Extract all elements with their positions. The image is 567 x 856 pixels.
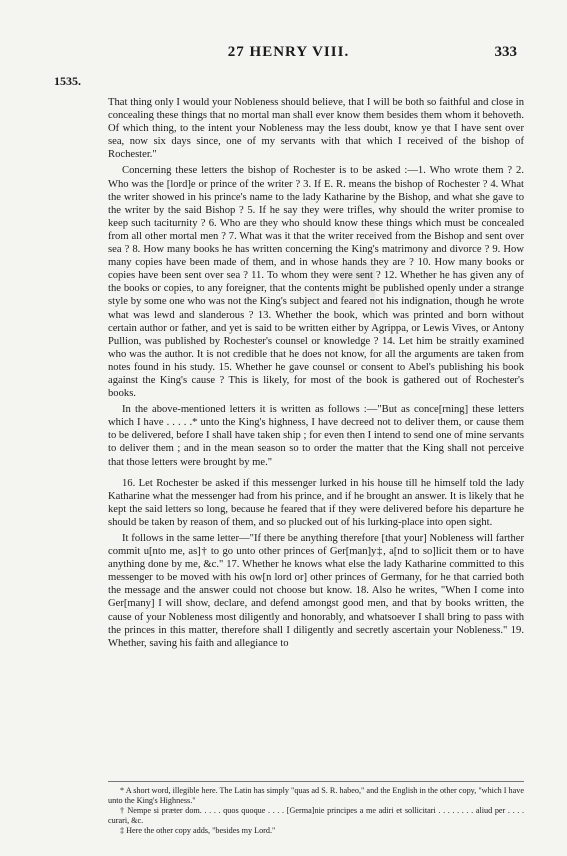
margin-year: 1535. — [54, 74, 81, 88]
running-head — [60, 44, 517, 64]
paragraph: In the above-mentioned letters it is written as follows :—"But as conce[rning] these letters which I have . . . . .* unto the King's highness, I have decreed not to deliver them, or cause them to be delivered, before I shall have taken ship ; for even then I intend to send one of mine servants to deliver them ; and in the mean season so to order the matter that the King shall not perceive that those letters were brought by me." — [108, 404, 524, 468]
paragraph: It follows in the same letter—"If there be anything therefore [that your] Nobleness will farther commit u[nto me, as]† to go unto other princes of Ger[man]y‡, a[nd to so]licit them or to have anything done by me, &c." 17. Whether he knows what else the lady Katharine committed to this messenger to be moved with his ow[n lord or] other princes of Germany, for he that carried both the message and the answer could not choose but know. 18. Also he writes, "When I come into Ger[many] I will show, declare, and defend amongst good men, and that by books written, the cause of your Nobleness most diligently and honorably, and whatsoever I shall bring to pass with the princes in this matter, therefore shall I diligently and secretly ascertain your Nobleness." 19. Whether, saving his faith and allegiance to — [108, 533, 524, 649]
running-title: 27 HENRY VIII. — [227, 44, 350, 60]
paragraph: Concerning these letters the bishop of Rochester is to be asked :—1. Who wrote them ? 2. Who was the [lord]e or prince of the writer ? 3. If E. R. means the bishop of Rochester ? 4. What the writer showed in his prince's name to the lady Katharine by the Bishop, and what she gave to the writer by the said Bishop ? 5. If he say they were trifles, why should the writer promise to keep such taciturnity ? 6. Who are they who should know these things which must be concealed from all other mortal men ? 7. What was it that the writer received from the Bishop and sent over sea ? 8. How many books he has written concerning the King's matrimony and divorce ? 9. How many copies have been made of them, and in whose hands they are ? 10. How many books or copies have been sent over sea ? 11. To whom they were sent ? 12. Whether he has given any of the books or copies, to any foreigner, that the contents might be published openly under a strange style by some one who was not the King's subject and feared not his indignation, though he wrote what was lewd and slanderous ? 13. Whether the book, which was printed and born without certain author or father, and yet is said to be written either by Agrippa, or Lewis Vives, or Antony Pullion, was published by Rochester's counsel or knowledge ? 14. Let him be straitly examined who was the author. It is not credible that he does not know, for all the arguments are taken from notes found in his study. 15. Whether he gave counsel or consent to Abel's publishing his book against the King's cause ? This is likely, for most of the book is gathered out of Rochester's books. — [108, 165, 524, 400]
watermark-mark: ◆ — [311, 232, 400, 322]
footnotes — [108, 786, 524, 836]
paragraph: That thing only I would your Nobleness should believe, that I will be both so faithful and close in concealing these things that no mortal man shall ever know them besides them whom it behoveth. Of which thing, to the intent your Nobleness may the less doubt, know ye that I have sent over sea, now six days since, one of my servants with that which I received of the bishop of Rochester." — [108, 97, 524, 161]
footnote: ‡ Here the other copy adds, "besides my Lord." — [120, 826, 276, 835]
footnote: * A short word, illegible here. The Latin has simply "quas ad S. R. habeo," and the English in the other copy, "which I have unto the King's Highness." — [108, 786, 524, 805]
footnote: † Nempe si præter dom. . . . . quos quoque . . . . [Germa]nie principes a me adiri et sollicitari . . . . . . . . aliud per . . . . curari, &c. — [108, 806, 524, 825]
footnote-rule — [108, 781, 524, 782]
body-text — [108, 96, 524, 653]
page-number: 333 — [494, 44, 517, 60]
paragraph: 16. Let Rochester be asked if this messenger lurked in his house till he himself told the lady Katharine what the messenger had from his prince, and if he brought an answer. It is likely that he kept the said letters so long, because he feared that if they were delivered before his departure he should be taken by reason of them, and so plucked out of his lurking-place into open sight. — [108, 477, 524, 528]
